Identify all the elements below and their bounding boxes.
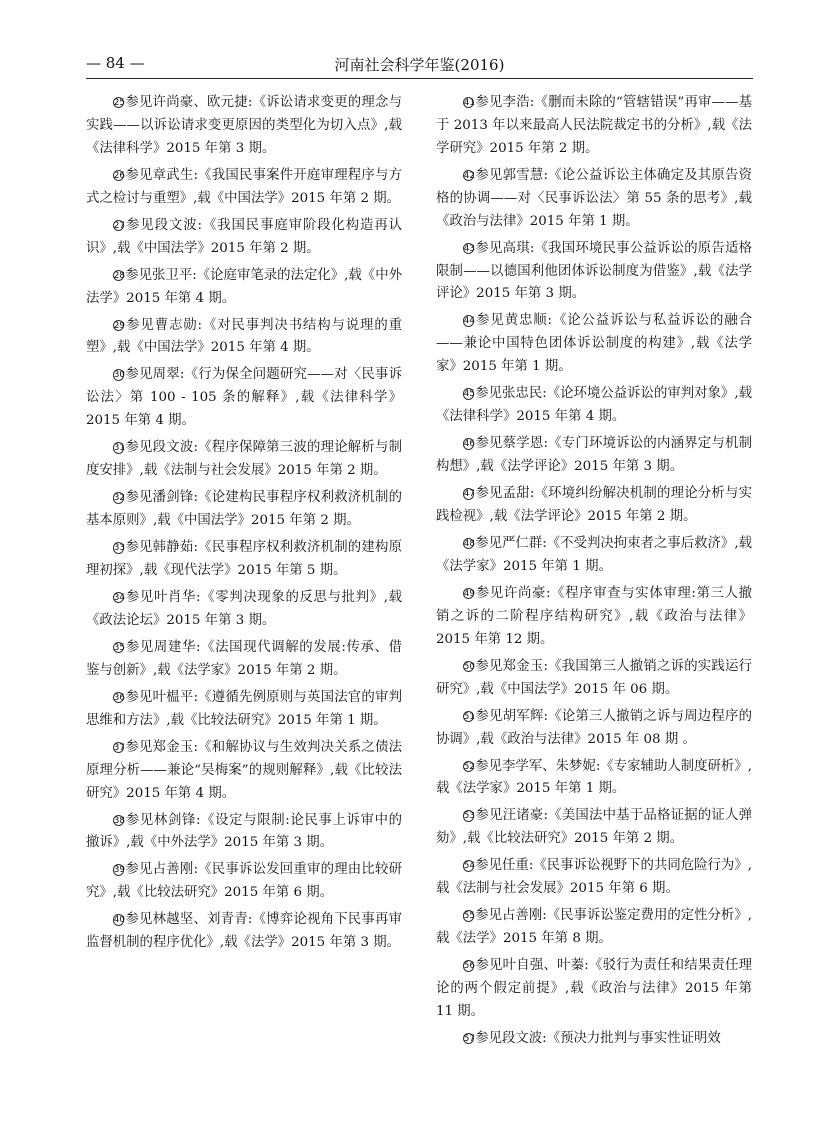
reference-entry bbox=[86, 487, 402, 533]
reference-entry bbox=[86, 364, 402, 433]
reference-text: 参见郑金玉:《和解协议与生效判决关系之债法原理分析——兼论“吴梅案”的规则解释》,载《比较法研究》2015 年第 4 期。 bbox=[86, 739, 402, 801]
reference-entry bbox=[436, 383, 752, 429]
reference-entry bbox=[86, 737, 402, 806]
reference-number: 25 bbox=[113, 98, 125, 108]
reference-number: 28 bbox=[113, 270, 125, 281]
reference-entry bbox=[436, 756, 752, 802]
reference-text: 参见黄忠顺:《论公益诉讼与私益诉讼的融合——兼论中国特色团体诉讼制度的构建》,载《法学家》2015 年第 1 期。 bbox=[436, 313, 752, 375]
reference-number: 53 bbox=[463, 811, 475, 822]
reference-number: 35 bbox=[113, 642, 125, 653]
reference-number: 54 bbox=[463, 861, 475, 872]
reference-entry bbox=[86, 165, 402, 211]
reference-number: 50 bbox=[463, 661, 475, 672]
reference-text: 参见许尚豪:《程序审查与实体审理:第三人撤销之诉的二阶程序结构研究》,载《政治与法律》2015 年第 12 期。 bbox=[436, 585, 752, 647]
reference-text: 参见叶肖华:《零判决现象的反思与批判》,载《政法论坛》2015 年第 3 期。 bbox=[86, 589, 402, 628]
reference-entry bbox=[436, 433, 752, 479]
reference-text: 参见李学军、朱梦妮:《专家辅助人制度研析》,载《法学家》2015 年第 1 期。 bbox=[436, 758, 752, 797]
reference-text: 参见高琪:《我国环境民事公益诉讼的原告适格限制——以德国利他团体诉讼制度为借鉴》,载《法学评论》2015 年第 3 期。 bbox=[436, 240, 752, 302]
reference-entry bbox=[436, 583, 752, 652]
reference-entry bbox=[436, 310, 752, 379]
reference-text: 参见韩静茹:《民事程序权利救济机制的建构原理初探》,载《现代法学》2015 年第 5 期。 bbox=[86, 540, 402, 578]
reference-text: 参见张卫平:《论庭审笔录的法定化》,载《中外法学》2015 年第 4 期。 bbox=[86, 267, 402, 306]
reference-entry bbox=[436, 1028, 752, 1051]
reference-text: 参见汪诸豪:《美国法中基于品格证据的证人弹劾》,载《比较法研究》2015 年第 2 期。 bbox=[436, 808, 752, 847]
reference-text: 参见周建华:《法国现代调解的发展:传承、借鉴与创新》,载《法学家》2015 年第 2 期。 bbox=[86, 639, 402, 678]
reference-text: 参见曹志勋:《对民事判决书结构与说理的重塑》,载《中国法学》2015 年第 4 期。 bbox=[86, 317, 402, 356]
reference-number: 37 bbox=[113, 742, 125, 753]
reference-text: 参见林剑锋:《设定与限制:论民事上诉审中的撤诉》,载《中外法学》2015 年第 3 期。 bbox=[86, 812, 402, 851]
reference-entry bbox=[86, 265, 402, 311]
reference-number: 34 bbox=[113, 592, 125, 603]
right-column bbox=[436, 92, 752, 1055]
reference-text: 参见许尚豪、欧元捷:《诉讼请求变更的理念与实践——以诉讼请求变更原因的类型化为切入点》,载《法律科学》2015 年第 3 期。 bbox=[86, 95, 402, 156]
reference-entry bbox=[436, 533, 752, 579]
page-header bbox=[86, 54, 753, 76]
reference-text: 参见占善刚:《民事诉讼发回重审的理由比较研究》,载《比较法研究》2015 年第 6 期。 bbox=[86, 862, 402, 901]
reference-entry bbox=[86, 537, 402, 583]
reference-text: 参见孟甜:《环境纠纷解决机制的理论分析与实践检视》,载《法学评论》2015 年第 2 期。 bbox=[436, 486, 752, 524]
reference-number: 30 bbox=[113, 370, 125, 381]
reference-entry bbox=[86, 437, 402, 483]
reference-entry bbox=[436, 238, 752, 307]
reference-number: 44 bbox=[463, 316, 475, 327]
reference-number: 33 bbox=[113, 543, 125, 554]
reference-entry bbox=[436, 905, 752, 951]
reference-entry bbox=[86, 315, 402, 361]
reference-entry bbox=[86, 215, 402, 261]
reference-number: 43 bbox=[463, 243, 475, 254]
reference-number: 48 bbox=[463, 538, 475, 549]
reference-text: 参见段文波:《我国民事庭审阶段化构造再认识》,载《中国法学》2015 年第 2 期。 bbox=[86, 217, 402, 256]
reference-entry bbox=[86, 810, 402, 856]
reference-number: 46 bbox=[463, 439, 475, 450]
reference-number: 36 bbox=[113, 692, 125, 703]
reference-number: 29 bbox=[113, 320, 125, 331]
reference-number: 45 bbox=[463, 389, 475, 400]
reference-number: 26 bbox=[113, 170, 125, 181]
reference-number: 56 bbox=[463, 961, 475, 972]
reference-number: 42 bbox=[463, 170, 475, 181]
header-rule bbox=[86, 78, 753, 79]
reference-text: 参见叶自强、叶蓁:《驳行为责任和结果责任理论的两个假定前提》,载《政治与法律》2015 年第 11 期。 bbox=[436, 958, 752, 1019]
reference-text: 参见潘剑锋:《论建构民事程序权利救济机制的基本原则》,载《中国法学》2015 年第 2 期。 bbox=[86, 490, 402, 529]
reference-entry bbox=[86, 859, 402, 905]
reference-number: 55 bbox=[463, 911, 475, 922]
reference-text: 参见林越坚、刘青青:《博弈论视角下民事再审监督机制的程序优化》,载《法学》2015 年第 3 期。 bbox=[86, 912, 402, 951]
reference-text: 参见郭雪慧:《论公益诉讼主体确定及其原告资格的协调——对〈民事诉讼法〉第 55 条的思考》,载《政治与法律》2015 年第 1 期。 bbox=[436, 167, 752, 229]
reference-text: 参见章武生:《我国民事案件开庭审理程序与方式之检讨与重塑》,载《中国法学》2015 年第 2 期。 bbox=[86, 167, 402, 206]
reference-text: 参见段文波:《程序保障第三波的理论解析与制度安排》,载《法制与社会发展》2015 年第 2 期。 bbox=[86, 440, 402, 479]
reference-number: 41 bbox=[463, 98, 475, 108]
reference-entry bbox=[86, 637, 402, 683]
reference-entry bbox=[436, 483, 752, 529]
reference-entry bbox=[86, 587, 402, 633]
journal-title: 河南社会科学年鉴(2016) bbox=[334, 56, 505, 74]
reference-text: 参见任重:《民事诉讼视野下的共同危险行为》,载《法制与社会发展》2015 年第 6 期。 bbox=[436, 858, 752, 897]
reference-text: 参见占善刚:《民事诉讼鉴定费用的定性分析》,载《法学》2015 年第 8 期。 bbox=[436, 908, 752, 947]
reference-number: 47 bbox=[463, 489, 475, 500]
reference-entry bbox=[436, 656, 752, 702]
reference-text: 参见周翠:《行为保全问题研究——对〈民事诉讼法〉第 100 - 105 条的解释》,载《法律科学》2015 年第 4 期。 bbox=[86, 367, 402, 429]
left-column bbox=[86, 92, 402, 959]
reference-entry bbox=[86, 92, 402, 161]
reference-entry bbox=[436, 805, 752, 851]
reference-number: 57 bbox=[463, 1033, 475, 1044]
reference-entry bbox=[436, 165, 752, 234]
reference-number: 49 bbox=[463, 588, 475, 599]
reference-number: 40 bbox=[113, 915, 125, 926]
reference-text: 参见郑金玉:《我国第三人撤销之诉的实践运行研究》,载《中国法学》2015 年 06 期。 bbox=[436, 658, 752, 697]
reference-text: 参见叶榅平:《遵循先例原则与英国法官的审判思维和方法》,载《比较法研究》2015 年第 1 期。 bbox=[86, 689, 402, 728]
reference-entry bbox=[436, 706, 752, 752]
reference-text: 参见严仁群:《不受判决拘束者之事后救济》,载《法学家》2015 年第 1 期。 bbox=[436, 535, 752, 574]
reference-entry bbox=[86, 909, 402, 955]
reference-number: 38 bbox=[113, 815, 125, 826]
reference-entry bbox=[436, 92, 752, 161]
reference-number: 39 bbox=[113, 865, 125, 876]
reference-text: 参见张忠民:《论环境公益诉讼的审判对象》,载《法律科学》2015 年第 4 期。 bbox=[436, 386, 752, 425]
reference-text: 参见蔡学恩:《专门环境诉讼的内涵界定与机制构想》,载《法学评论》2015 年第 3 期。 bbox=[436, 436, 752, 475]
reference-entry bbox=[436, 855, 752, 901]
reference-number: 27 bbox=[113, 220, 125, 231]
reference-text: 参见李浩:《删而未除的“管辖错误”再审——基于 2013 年以来最高人民法院裁定书的分析》,载《法学研究》2015 年第 2 期。 bbox=[436, 95, 752, 156]
reference-number: 31 bbox=[113, 443, 125, 454]
reference-number: 32 bbox=[113, 493, 125, 504]
reference-number: 52 bbox=[463, 761, 475, 772]
reference-entry bbox=[86, 687, 402, 733]
reference-entry bbox=[436, 955, 752, 1024]
reference-text: 参见胡军辉:《论第三人撤销之诉与周边程序的协调》,载《政治与法律》2015 年 08 期 。 bbox=[436, 708, 752, 747]
reference-text: 参见段文波:《预决力批判与事实性证明效 bbox=[475, 1030, 721, 1046]
reference-number: 51 bbox=[463, 711, 475, 722]
page-number: — 84 — bbox=[86, 54, 145, 72]
